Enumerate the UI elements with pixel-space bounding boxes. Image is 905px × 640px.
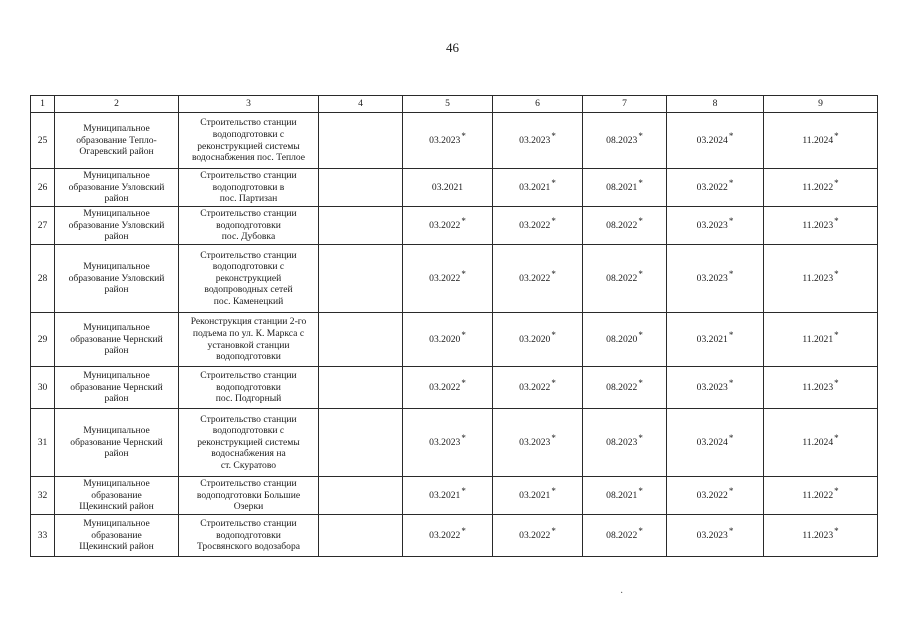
table-row [31, 409, 878, 477]
date-cell [403, 367, 493, 409]
cell-line: водоподготовки с [212, 128, 285, 140]
municipality-cell [55, 367, 179, 409]
cell-line: Озерки [233, 501, 264, 513]
cell-line: водопроводных сетей [204, 284, 293, 296]
footnote-asterisk: * [834, 432, 839, 443]
municipality-cell [55, 477, 179, 515]
work-description-cell [179, 515, 319, 557]
empty-cell [319, 313, 403, 367]
municipality-cell [55, 207, 179, 245]
footnote-asterisk: * [728, 177, 734, 188]
footnote-asterisk: * [461, 268, 466, 279]
footnote-asterisk: * [461, 215, 466, 226]
cell-line: водоподготовки с [212, 261, 285, 273]
cell-line: Тросвянского водозабора [196, 541, 301, 553]
cell-line: Муниципальное [83, 425, 150, 437]
date-value: 08.2022 [606, 381, 638, 393]
footnote-asterisk: * [834, 525, 839, 536]
date-cell [583, 477, 667, 515]
footnote-asterisk: * [834, 177, 839, 188]
date-value: 03.2022 [429, 529, 461, 541]
cell-line: образование Тепло- [76, 134, 157, 146]
date-cell [764, 313, 878, 367]
cell-line: реконструкцией [215, 272, 282, 284]
date-value: 03.2024 [696, 436, 728, 448]
date-value: 03.2022 [696, 489, 728, 501]
date-value: 11.2022 [802, 181, 834, 193]
cell-line: образование [91, 489, 142, 501]
date-value: 03.2023 [519, 134, 551, 146]
work-description-cell [179, 245, 319, 313]
column-header: 9 [764, 96, 878, 113]
footnote-asterisk: * [728, 268, 734, 279]
work-description-cell [179, 313, 319, 367]
column-header: 8 [667, 96, 764, 113]
footnote-asterisk: * [638, 525, 643, 536]
date-value: 03.2023 [696, 219, 728, 231]
table-row [31, 207, 878, 245]
date-cell [403, 245, 493, 313]
date-value: 03.2022 [429, 219, 461, 231]
column-header: 5 [403, 96, 493, 113]
date-cell [667, 367, 764, 409]
date-value: 03.2022 [519, 529, 551, 541]
footnote-asterisk: * [638, 215, 643, 226]
cell-line: водоподготовки [216, 381, 281, 393]
date-value: 03.2021 [429, 489, 461, 501]
date-value: 11.2024 [802, 436, 834, 448]
date-cell [493, 113, 583, 169]
table-row [31, 477, 878, 515]
date-cell [583, 313, 667, 367]
cell-line: Муниципальное [83, 322, 150, 334]
cell-line: район [104, 393, 129, 405]
date-value: 03.2023 [519, 436, 551, 448]
empty-cell [319, 169, 403, 207]
footnote-asterisk: * [728, 329, 734, 340]
date-cell [667, 113, 764, 169]
date-value: 03.2023 [696, 381, 728, 393]
cell-line: Муниципальное [83, 123, 150, 135]
page-number: 46 [446, 40, 459, 55]
footnote-asterisk: * [461, 329, 466, 340]
footnote-asterisk: * [728, 215, 734, 226]
cell-line: образование [91, 529, 142, 541]
date-cell [667, 169, 764, 207]
date-value: 08.2021 [606, 489, 638, 501]
date-value: 08.2022 [606, 529, 638, 541]
cell-line: район [104, 448, 129, 460]
date-value: 08.2023 [606, 436, 638, 448]
scan-mark: · [620, 588, 624, 599]
date-value: 03.2021 [519, 489, 551, 501]
cell-line: пос. Дубовка [221, 231, 276, 243]
cell-line: Муниципальное [83, 370, 150, 382]
cell-line: водоподготовки в [212, 181, 285, 193]
cell-line: Строительство станции [200, 117, 297, 129]
date-value: 03.2023 [696, 272, 728, 284]
empty-cell [319, 113, 403, 169]
cell-line: Щекинский район [79, 541, 154, 553]
empty-cell [319, 207, 403, 245]
footnote-asterisk: * [834, 130, 839, 141]
date-value: 03.2022 [519, 381, 551, 393]
date-value: 11.2022 [802, 489, 834, 501]
date-cell [764, 409, 878, 477]
footnote-asterisk: * [551, 377, 556, 388]
cell-line: водоподготовки [216, 219, 281, 231]
date-cell [493, 409, 583, 477]
date-cell [583, 367, 667, 409]
empty-cell [319, 515, 403, 557]
date-cell [493, 207, 583, 245]
work-description-cell [179, 207, 319, 245]
date-cell [403, 207, 493, 245]
cell-line: водоснабжения на [211, 448, 286, 460]
date-value: 03.2021 [431, 181, 464, 193]
date-cell [583, 409, 667, 477]
footnote-asterisk: * [638, 130, 643, 141]
work-description-cell [179, 477, 319, 515]
date-cell [493, 313, 583, 367]
row-number-cell: 31 [31, 409, 55, 477]
date-cell [667, 477, 764, 515]
cell-line: водоподготовки Большие [196, 489, 301, 501]
header-row [31, 96, 878, 113]
date-cell [493, 515, 583, 557]
footnote-asterisk: * [551, 329, 556, 340]
cell-line: Реконструкция станции 2-го [190, 316, 307, 328]
cell-line: Строительство станции [200, 170, 297, 182]
footnote-asterisk: * [461, 485, 466, 496]
date-value: 03.2021 [519, 181, 551, 193]
cell-line: водоподготовки [216, 529, 281, 541]
date-value: 11.2024 [802, 134, 834, 146]
work-description-cell [179, 367, 319, 409]
cell-line: район [104, 284, 129, 296]
cell-line: реконструкцией системы [197, 140, 300, 152]
date-cell [403, 169, 493, 207]
cell-line: водоснабжения пос. Теплое [191, 152, 306, 164]
cell-line: образование Чернский [70, 381, 163, 393]
date-cell [764, 367, 878, 409]
column-header: 6 [493, 96, 583, 113]
date-value: 08.2022 [606, 272, 638, 284]
footnote-asterisk: * [728, 377, 734, 388]
row-number-cell: 25 [31, 113, 55, 169]
date-value: 03.2022 [519, 219, 551, 231]
date-cell [583, 169, 667, 207]
date-value: 11.2023 [802, 381, 834, 393]
footnote-asterisk: * [728, 432, 734, 443]
date-value: 03.2024 [696, 134, 728, 146]
cell-line: подъема по ул. К. Маркса с [192, 327, 305, 339]
cell-line: ст. Скуратово [220, 459, 277, 471]
date-value: 03.2023 [696, 529, 728, 541]
date-cell [667, 409, 764, 477]
cell-line: Муниципальное [83, 170, 150, 182]
cell-line: образование Узловский [68, 181, 165, 193]
municipality-cell [55, 313, 179, 367]
cell-line: водоподготовки с [212, 425, 285, 437]
table-row [31, 367, 878, 409]
date-value: 11.2023 [802, 219, 834, 231]
table-row [31, 313, 878, 367]
cell-line: образование Чернский [70, 333, 163, 345]
row-number-cell: 29 [31, 313, 55, 367]
date-value: 03.2022 [696, 181, 728, 193]
date-cell [764, 245, 878, 313]
cell-line: район [104, 345, 129, 357]
footnote-asterisk: * [551, 268, 556, 279]
cell-line: Муниципальное [83, 518, 150, 530]
footnote-asterisk: * [638, 377, 643, 388]
cell-line: Муниципальное [83, 478, 150, 490]
cell-line: Муниципальное [83, 208, 150, 220]
date-value: 03.2020 [429, 333, 461, 345]
footnote-asterisk: * [551, 215, 556, 226]
cell-line: реконструкцией системы [197, 436, 300, 448]
cell-line: пос. Каменецкий [213, 295, 284, 307]
empty-cell [319, 367, 403, 409]
cell-line: Строительство станции [200, 370, 297, 382]
table-row [31, 113, 878, 169]
footnote-asterisk: * [638, 485, 643, 496]
date-cell [764, 207, 878, 245]
date-cell [403, 477, 493, 515]
footnote-asterisk: * [461, 130, 466, 141]
column-header: 4 [319, 96, 403, 113]
column-header: 1 [31, 96, 55, 113]
date-cell [583, 113, 667, 169]
footnote-asterisk: * [834, 377, 839, 388]
date-value: 03.2022 [429, 381, 461, 393]
date-cell [403, 409, 493, 477]
municipality-cell [55, 409, 179, 477]
municipality-cell [55, 245, 179, 313]
cell-line: Строительство станции [200, 518, 297, 530]
footnote-asterisk: * [461, 525, 466, 536]
footnote-asterisk: * [834, 215, 839, 226]
date-cell [493, 367, 583, 409]
footnote-asterisk: * [728, 525, 734, 536]
cell-line: образование Узловский [68, 219, 165, 231]
cell-line: образование Чернский [70, 436, 163, 448]
row-number-cell: 26 [31, 169, 55, 207]
cell-line: Строительство станции [200, 208, 297, 220]
work-description-cell [179, 409, 319, 477]
date-cell [667, 515, 764, 557]
cell-line: Муниципальное [83, 261, 150, 273]
date-cell [667, 245, 764, 313]
table-row [31, 169, 878, 207]
row-number-cell: 28 [31, 245, 55, 313]
date-value: 11.2021 [802, 333, 834, 345]
footnote-asterisk: * [638, 329, 643, 340]
date-cell [403, 313, 493, 367]
cell-line: Щекинский район [79, 501, 154, 513]
table-row [31, 245, 878, 313]
footnote-asterisk: * [551, 177, 556, 188]
date-cell [667, 313, 764, 367]
date-cell [764, 113, 878, 169]
date-cell [403, 515, 493, 557]
row-number-cell: 30 [31, 367, 55, 409]
date-cell [583, 515, 667, 557]
date-cell [493, 477, 583, 515]
date-value: 03.2023 [429, 436, 461, 448]
cell-line: Строительство станции [200, 413, 297, 425]
schedule-table [30, 95, 878, 557]
footnote-asterisk: * [551, 432, 556, 443]
row-number-cell: 27 [31, 207, 55, 245]
work-description-cell [179, 113, 319, 169]
date-cell [764, 515, 878, 557]
date-cell [583, 245, 667, 313]
date-value: 03.2021 [696, 333, 728, 345]
cell-line: водоподготовки [216, 351, 281, 363]
cell-line: установкой станции [207, 339, 290, 351]
cell-line: Строительство станции [200, 249, 297, 261]
footnote-asterisk: * [551, 130, 556, 141]
footnote-asterisk: * [834, 329, 839, 340]
empty-cell [319, 245, 403, 313]
column-header: 3 [179, 96, 319, 113]
footnote-asterisk: * [461, 432, 466, 443]
date-value: 03.2023 [429, 134, 461, 146]
table-row [31, 515, 878, 557]
date-value: 08.2023 [606, 134, 638, 146]
cell-line: район [104, 231, 129, 243]
row-number-cell: 33 [31, 515, 55, 557]
empty-cell [319, 409, 403, 477]
cell-line: пос. Подгорный [215, 393, 282, 405]
cell-line: образование Узловский [68, 272, 165, 284]
footnote-asterisk: * [551, 525, 556, 536]
column-header: 7 [583, 96, 667, 113]
date-value: 08.2022 [606, 219, 638, 231]
footnote-asterisk: * [728, 130, 734, 141]
work-description-cell [179, 169, 319, 207]
date-cell [764, 169, 878, 207]
date-cell [493, 169, 583, 207]
date-cell [403, 113, 493, 169]
cell-line: Строительство станции [200, 478, 297, 490]
row-number-cell: 32 [31, 477, 55, 515]
footnote-asterisk: * [461, 377, 466, 388]
date-cell [764, 477, 878, 515]
footnote-asterisk: * [638, 177, 643, 188]
date-value: 03.2022 [519, 272, 551, 284]
footnote-asterisk: * [728, 485, 734, 496]
municipality-cell [55, 113, 179, 169]
date-value: 11.2023 [802, 272, 834, 284]
empty-cell [319, 477, 403, 515]
cell-line: пос. Партизан [219, 193, 278, 205]
date-cell [493, 245, 583, 313]
footnote-asterisk: * [551, 485, 556, 496]
footnote-asterisk: * [638, 432, 643, 443]
date-value: 03.2022 [429, 272, 461, 284]
cell-line: район [104, 193, 129, 205]
municipality-cell [55, 515, 179, 557]
date-value: 03.2020 [519, 333, 551, 345]
column-header: 2 [55, 96, 179, 113]
date-cell [583, 207, 667, 245]
date-value: 11.2023 [802, 529, 834, 541]
footnote-asterisk: * [638, 268, 643, 279]
footnote-asterisk: * [834, 485, 839, 496]
date-value: 08.2020 [606, 333, 638, 345]
date-value: 08.2021 [606, 181, 638, 193]
cell-line: Огаревский район [79, 146, 154, 158]
date-cell [667, 207, 764, 245]
municipality-cell [55, 169, 179, 207]
footnote-asterisk: * [834, 268, 839, 279]
